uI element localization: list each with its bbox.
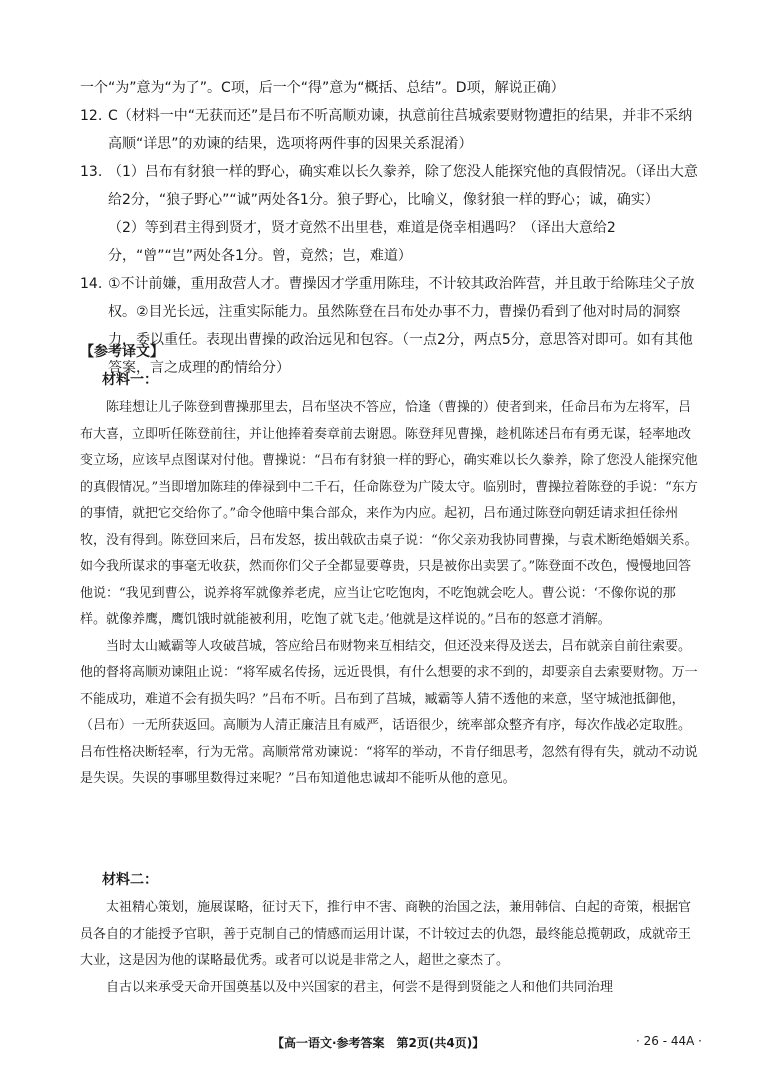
paragraph: 当时太山臧霸等人攻破莒城，答应给吕布财物来互相结交，但还没来得及送去，吕布就亲自前往索要。他的督将高顺劝谏阻止说：“将军威名传扬，远近畏惧，有什么想要的求不到的，却要亲自去索要财物。万一不能成功，难道不会有损失吗？”吕布不听。吕布到了莒城，臧霸等人猜不透他的来意，坚守城池抵御他，（吕布）一无所获返回。高顺为人清正廉洁且有威严，话语很少，统率部众整齐有序，每次作战必定取胜。吕布性格决断轻率，行为无常。高顺常常劝谏说：“将军的举动，不肯仔细思考，忽然有得有失，就动不动说是失误。失误的事哪里数得过来呢？”吕布知道他忠诚却不能听从他的意见。 [80,638,698,786]
answer-14 [80,270,700,382]
material-two-title: 材料二： [102,872,158,888]
paragraph: 自古以来承受天命开国奠基以及中兴国家的君主，何尝不是得到贤能之人和他们共同治理 [106,979,614,995]
question-number: 14. [80,276,103,292]
footer-page-info: 【高一语文·参考答案 第2页(共4页)】 [272,1036,485,1050]
translation-heading: 【参考译文】 [80,344,164,360]
answer-11-continuation: 一个“为”意为“为了”。C项，后一个“得”意为“概括、总结”。D项，解说正确） [80,80,565,96]
paragraph: 陈珪想让儿子陈登到曹操那里去，吕布坚决不答应，恰逢（曹操的）使者到来，任命吕布为左将军，吕布大喜，立即听任陈登前往，并让他捧着奏章前去谢恩。陈登拜见曹操，趁机陈述吕布有勇无谋，轻率地改变立场，应该早点图谋对付他。曹操说：“吕布有豺狼一样的野心，确实难以长久豢养，除了您没人能探究他的真假情况。”当即增加陈珪的俸禄到中二千石，任命陈登为广陵太守。临别时，曹操拉着陈登的手说：“东方的事情，就把它交给你了。”命令他暗中集合部众，来作为内应。起初，吕布通过陈登向朝廷请求担任徐州牧，没有得到。陈登回来后，吕布发怒，拔出戟砍击桌子说：“你父亲劝我协同曹操，与袁术断绝婚姻关系。如今我所谋求的事毫无收获，然而你们父子全都显要尊贵，只是被你出卖罢了。”陈登面不改色，慢慢地回答他说：“我见到曹公，说养将军就像养老虎，应当让它吃饱肉，不吃饱就会吃人。曹公说：‘不像你说的那样。就像养鹰，鹰饥饿时就能被利用，吃饱了就飞走。’他就是这样说的。”吕布的怒意才消解。 [80,400,698,627]
answer-text-part1: （1）吕布有豺狼一样的野心，确实难以长久豢养，除了您没人能探究他的真假情况。（译出大意给2分，“狼子野心”“诚”两处各1分。狼子野心，比喻义，像豺狼一样的野心；诚，确实） [108,164,698,208]
material-two-text [80,895,700,1001]
answer-text: C（材料一中“无获而还”是吕布不听高顺劝谏，执意前往莒城索要财物遭拒的结果，并非不采纳高顺“详思”的劝谏的结果，选项将两件事的因果关系混淆） [108,108,693,152]
answer-section [80,74,700,382]
answer-12 [80,102,700,158]
question-number: 12. [80,108,103,124]
paragraph: 太祖精心策划，施展谋略，征讨天下，推行申不害、商鞅的治国之法，兼用韩信、白起的奇策，根据官员各自的才能授予官职，善于克制自己的情感而运用计谋，不计较过去的仇怨，最终能总揽朝政，成就帝王大业，这是因为他的谋略最优秀。或者可以说是非常之人，超世之豪杰了。 [80,900,692,968]
footer-code: · 26 - 44A · [636,1034,702,1048]
answer-text: ①不计前嫌，重用敌营人才。曹操因才学重用陈珪，不计较其政治阵营，并且敢于给陈珪父子放权。②目光长远，注重实际能力。虽然陈登在吕布处办事不力，曹操仍看到了他对时局的洞察力，委以重任。表现出曹操的政治远见和包容。（一点2分，两点5分，意思答对即可。如有其他答案，言之成理的酌情给分） [108,276,695,376]
answer-13 [80,158,700,214]
page-footer [0,1034,764,1054]
answer-13-part2: （2）等到君主得到贤才，贤才竟然不出里巷，难道是侥幸相遇吗？（译出大意给2分，“曾”“岂”两处各1分。曾，竟然；岂，难道） [108,220,616,264]
question-number: 13. [80,164,103,180]
material-one-text [80,395,700,793]
material-one-title: 材料一： [102,372,158,388]
